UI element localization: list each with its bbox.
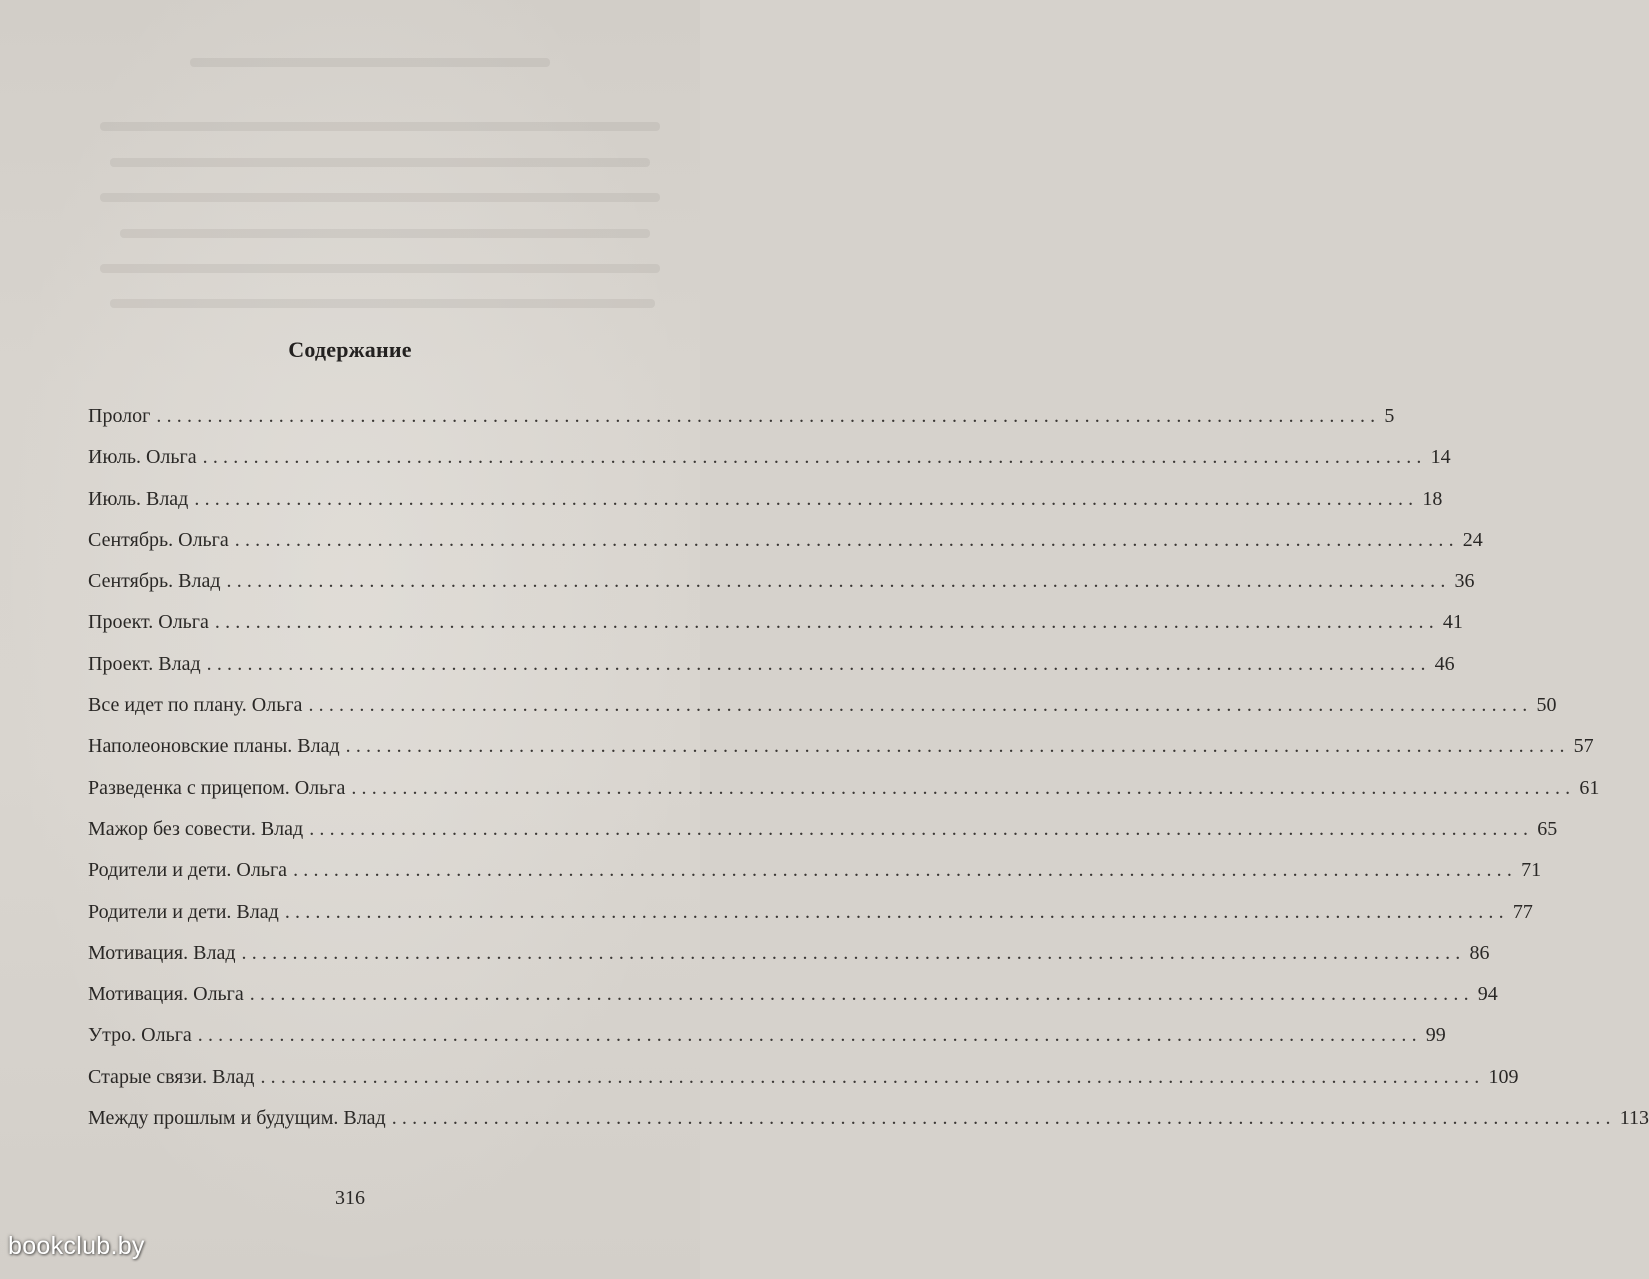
dot-leader: ........................................................................................................................ xyxy=(345,735,1570,758)
toc-entry-page: 36 xyxy=(1454,570,1475,593)
toc-entry-title: Мажор без совести. Влад xyxy=(88,817,304,840)
toc-entry xyxy=(88,859,1542,900)
toc-entry xyxy=(88,570,1475,611)
toc-entry-page: 77 xyxy=(1512,900,1533,923)
toc-entry xyxy=(88,900,1533,942)
toc-entry xyxy=(88,446,1451,487)
show-through-line xyxy=(120,229,650,238)
table-of-contents xyxy=(88,405,1649,1148)
show-through-line xyxy=(100,122,660,131)
dot-leader: ........................................................................................................................ xyxy=(214,611,1439,634)
toc-entry xyxy=(88,487,1443,529)
show-through-line xyxy=(100,193,660,202)
toc-entry-title: Родители и дети. Влад xyxy=(88,900,279,923)
toc-entry xyxy=(88,983,1498,1024)
toc-entry-page: 24 xyxy=(1462,528,1483,551)
toc-entry-title: Утро. Ольга xyxy=(88,1024,192,1047)
dot-leader: ........................................................................................................................ xyxy=(226,570,1451,593)
dot-leader: ........................................................................................................................ xyxy=(249,983,1474,1006)
toc-entry-page: 86 xyxy=(1469,941,1490,964)
toc-entry-title: Старые связи. Влад xyxy=(88,1065,255,1088)
toc-entry-title: Сентябрь. Влад xyxy=(88,570,221,593)
dot-leader: ........................................................................................................................ xyxy=(194,487,1419,510)
dot-leader: ........................................................................................................................ xyxy=(391,1107,1616,1130)
toc-entry-page: 71 xyxy=(1521,859,1542,882)
toc-entry-title: Проект. Влад xyxy=(88,652,201,675)
dot-leader: ........................................................................................................................ xyxy=(234,528,1459,551)
dot-leader: ........................................................................................................................ xyxy=(241,941,1466,964)
toc-entry xyxy=(88,817,1558,859)
dot-leader: ........................................................................................................................ xyxy=(284,900,1509,923)
toc-entry xyxy=(88,776,1600,818)
toc-entry-page: 18 xyxy=(1422,487,1443,510)
toc-entry-title: Мотивация. Влад xyxy=(88,941,236,964)
show-through-line xyxy=(110,299,655,308)
toc-entry xyxy=(88,735,1594,776)
toc-entry-page: 113 xyxy=(1619,1107,1649,1130)
toc-entry-page: 46 xyxy=(1434,652,1455,675)
toc-entry-title: Сентябрь. Ольга xyxy=(88,528,229,551)
toc-entry xyxy=(88,528,1483,570)
dot-leader: ........................................................................................................................ xyxy=(202,446,1427,469)
toc-entry-page: 65 xyxy=(1537,817,1558,840)
toc-entry-title: Мотивация. Ольга xyxy=(88,983,244,1006)
dot-leader: ........................................................................................................................ xyxy=(293,859,1518,882)
toc-heading: Содержание xyxy=(288,337,412,362)
dot-leader: ........................................................................................................................ xyxy=(308,694,1533,717)
toc-entry-page: 61 xyxy=(1579,776,1600,799)
toc-entry xyxy=(88,694,1557,735)
show-through-line xyxy=(190,58,550,67)
toc-entry xyxy=(88,1107,1649,1148)
toc-entry xyxy=(88,1024,1446,1065)
toc-entry xyxy=(88,941,1490,983)
toc-entry-title: Проект. Ольга xyxy=(88,611,209,634)
toc-entry xyxy=(88,652,1455,694)
toc-entry-title: Родители и дети. Ольга xyxy=(88,859,288,882)
toc-entry-title: Июль. Влад xyxy=(88,487,189,510)
toc-entry-title: Июль. Ольга xyxy=(88,446,197,469)
site-watermark: bookclub.by xyxy=(8,1232,145,1260)
dot-leader: ........................................................................................................................ xyxy=(156,405,1381,427)
toc-entry-page: 94 xyxy=(1477,983,1498,1006)
show-through-line xyxy=(100,264,660,273)
dot-leader: ........................................................................................................................ xyxy=(351,776,1576,799)
toc-entry xyxy=(88,611,1463,652)
page-number: 316 xyxy=(335,1187,365,1209)
show-through-line xyxy=(110,158,650,167)
toc-entry xyxy=(88,1065,1519,1107)
toc-entry-title: Разведенка с прицепом. Ольга xyxy=(88,776,346,799)
dot-leader: ........................................................................................................................ xyxy=(309,817,1534,840)
toc-entry-page: 109 xyxy=(1488,1065,1519,1088)
dot-leader: ........................................................................................................................ xyxy=(260,1065,1485,1088)
toc-entry-title: Между прошлым и будущим. Влад xyxy=(88,1107,386,1130)
toc-entry xyxy=(88,405,1395,446)
toc-entry-page: 50 xyxy=(1536,694,1557,717)
toc-entry-title: Все идет по плану. Ольга xyxy=(88,694,303,717)
toc-entry-page: 5 xyxy=(1384,405,1395,427)
toc-entry-title: Наполеоновские планы. Влад xyxy=(88,735,340,758)
dot-leader: ........................................................................................................................ xyxy=(197,1024,1422,1047)
dot-leader: ........................................................................................................................ xyxy=(206,652,1431,675)
toc-entry-page: 57 xyxy=(1573,735,1594,758)
toc-entry-page: 41 xyxy=(1442,611,1463,634)
toc-entry-page: 14 xyxy=(1430,446,1451,469)
toc-entry-title: Пролог xyxy=(88,405,151,427)
toc-entry-page: 99 xyxy=(1425,1024,1446,1047)
